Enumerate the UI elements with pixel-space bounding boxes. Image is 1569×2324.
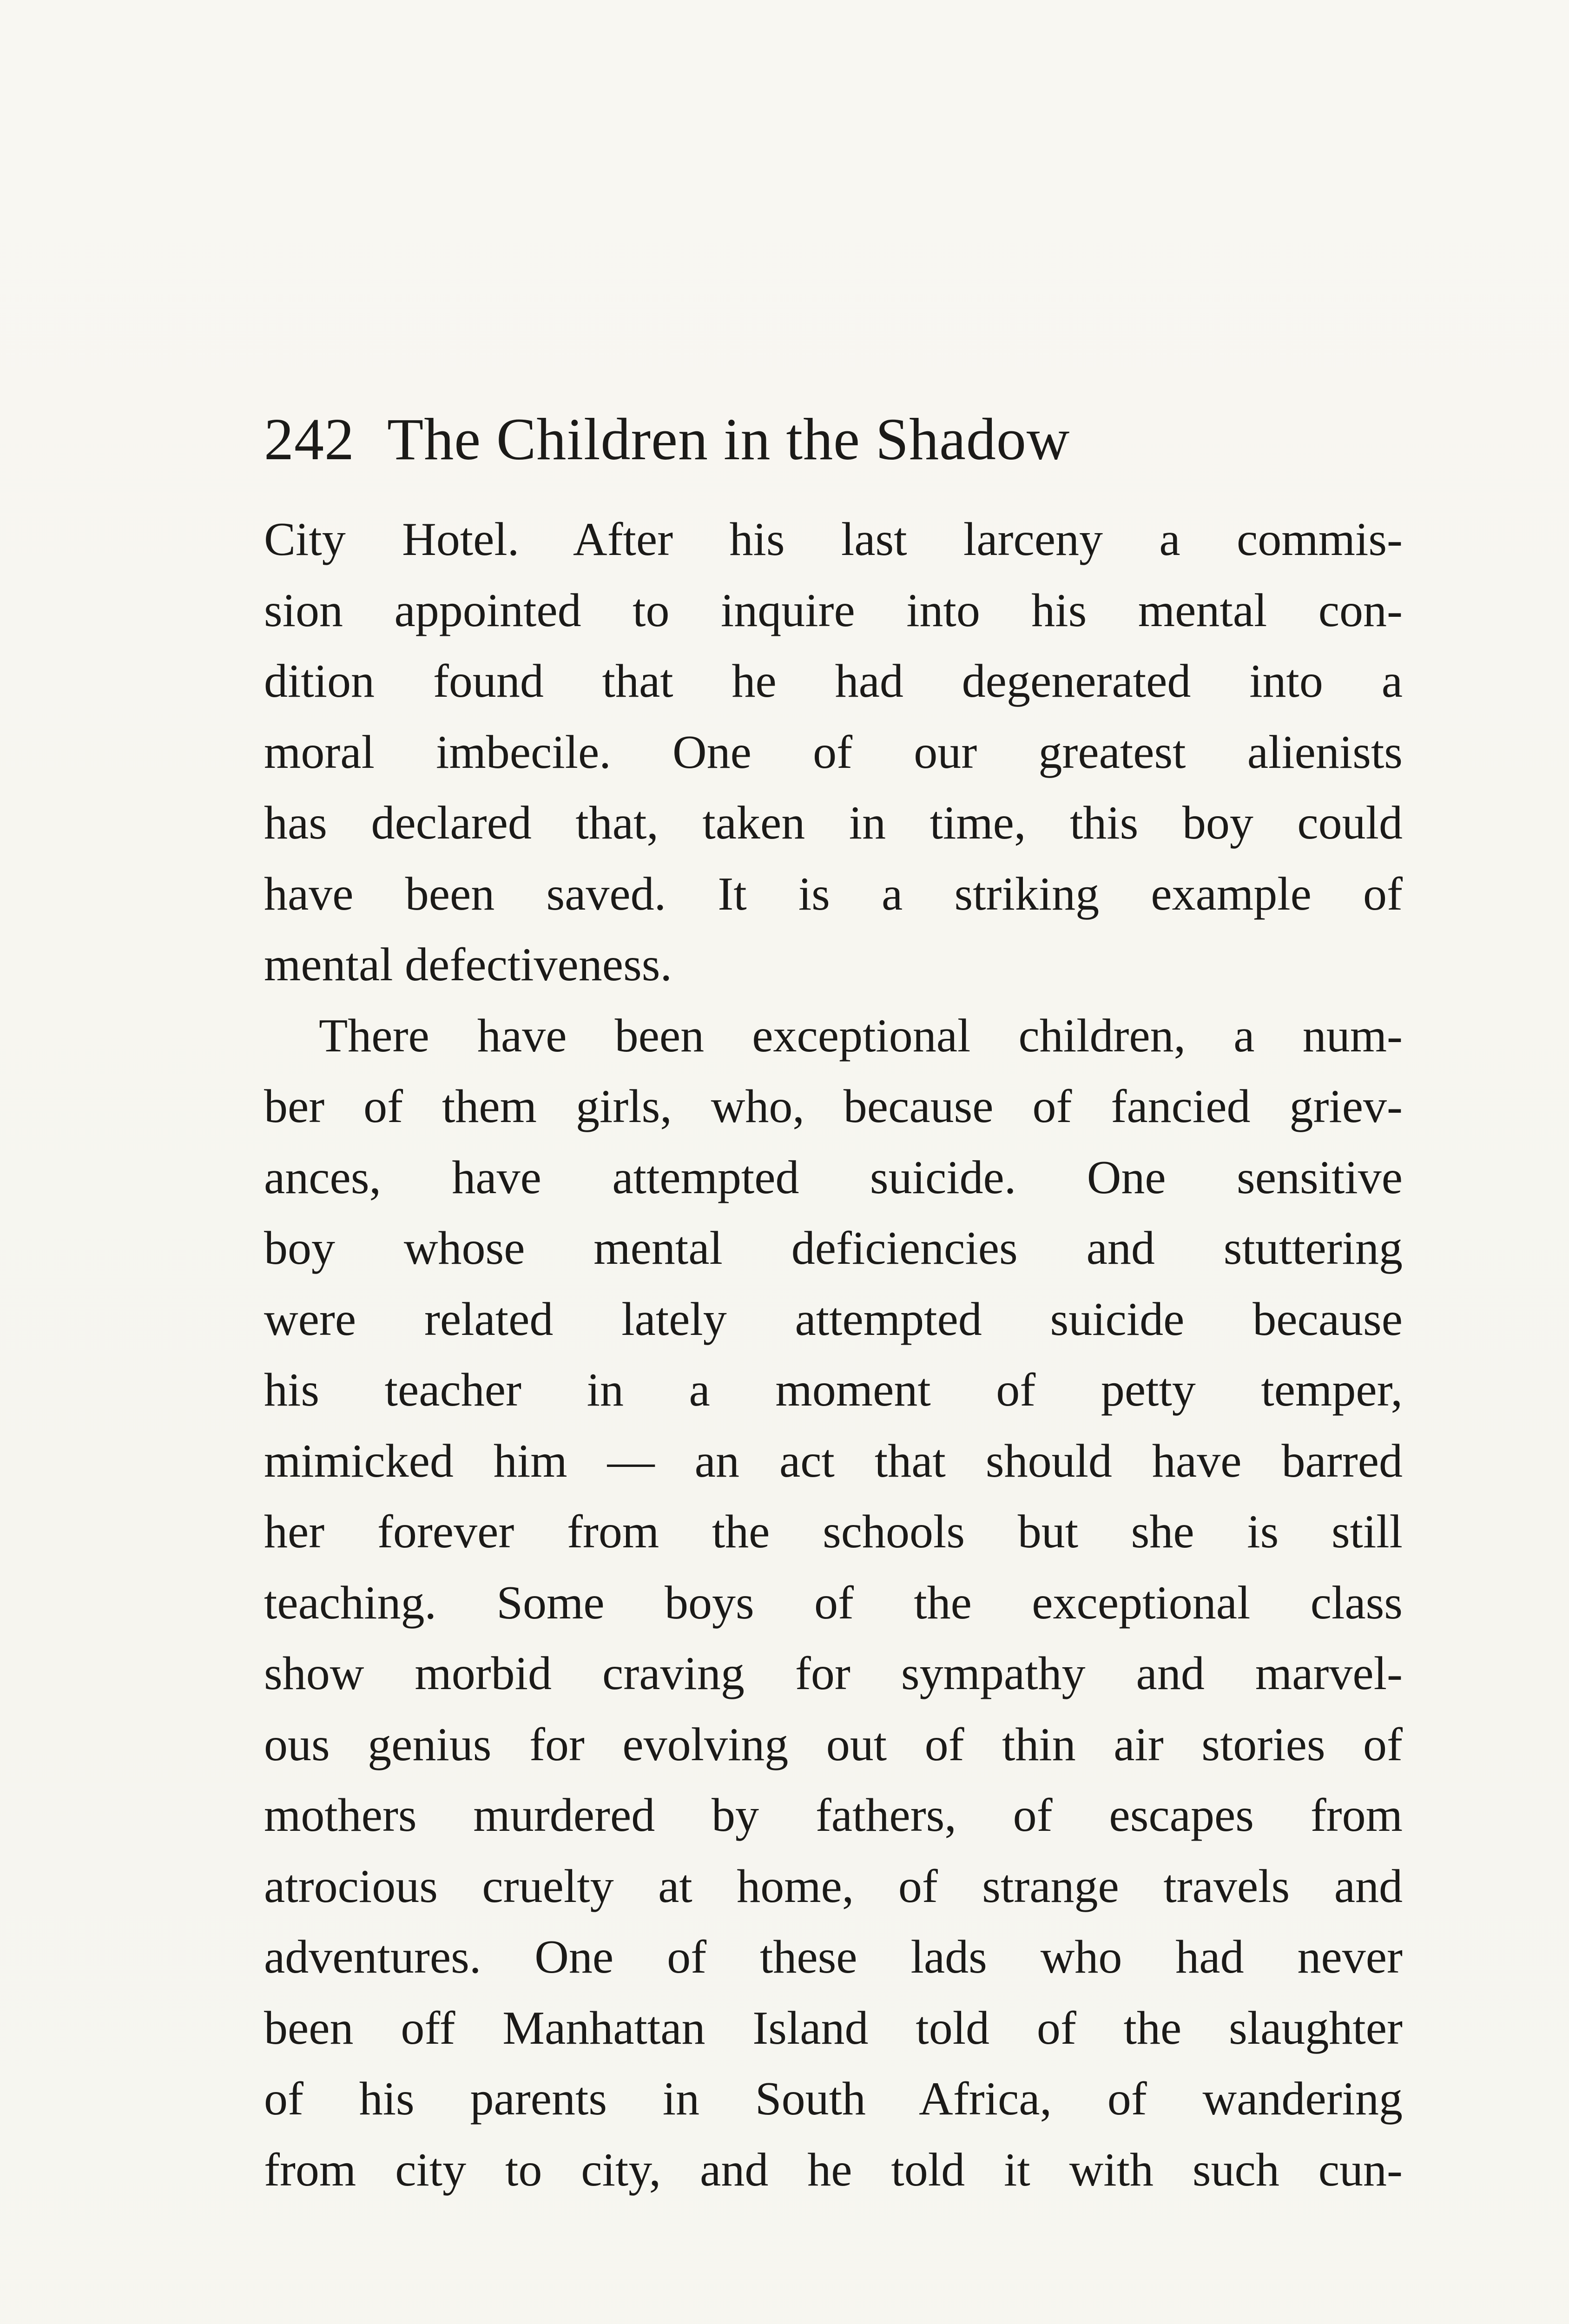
text-line: have been saved. It is a striking example of [264,867,1403,920]
text-line: moral imbecile. One of our greatest alienists [264,726,1403,779]
text-line: There have been exceptional children, a num- [319,1009,1403,1062]
text-line: teaching. Some boys of the exceptional class [264,1576,1403,1629]
text-line: dition found that he had degenerated into a [264,655,1403,707]
paragraph-2 [264,1001,1403,2206]
text-line: mimicked him — an act that should have barred [264,1434,1403,1487]
text-line: were related lately attempted suicide because [264,1293,1403,1346]
text-line: been off Manhattan Island told of the slaughter [264,2001,1403,2054]
text-line: ous genius for evolving out of thin air stories of [264,1718,1403,1771]
body-text [264,504,1403,2205]
text-line: adventures. One of these lads who had never [264,1931,1403,1983]
text-line: from city to city, and he told it with such cun- [264,2143,1403,2196]
text-line: mothers murdered by fathers, of escapes from [264,1789,1403,1842]
text-line: her forever from the schools but she is still [264,1505,1403,1558]
book-title: The Children in the Shadow [387,406,1070,472]
text-line: mental defectiveness. [264,938,672,991]
running-head [264,404,1070,474]
text-line: atrocious cruelty at home, of strange travels and [264,1860,1403,1913]
text-line: sion appointed to inquire into his mental con- [264,584,1403,637]
text-line: ances, have attempted suicide. One sensitive [264,1151,1403,1204]
text-line: City Hotel. After his last larceny a commis- [264,513,1403,566]
text-line: his teacher in a moment of petty temper, [264,1364,1403,1416]
text-line: ber of them girls, who, because of fancied griev- [264,1080,1403,1133]
paragraph-1 [264,504,1403,1001]
text-line: boy whose mental deficiencies and stuttering [264,1222,1403,1274]
text-line: has declared that, taken in time, this boy could [264,797,1403,849]
text-line: show morbid craving for sympathy and marvel- [264,1647,1403,1700]
text-line: of his parents in South Africa, of wandering [264,2073,1403,2125]
page-number: 242 [264,406,355,472]
